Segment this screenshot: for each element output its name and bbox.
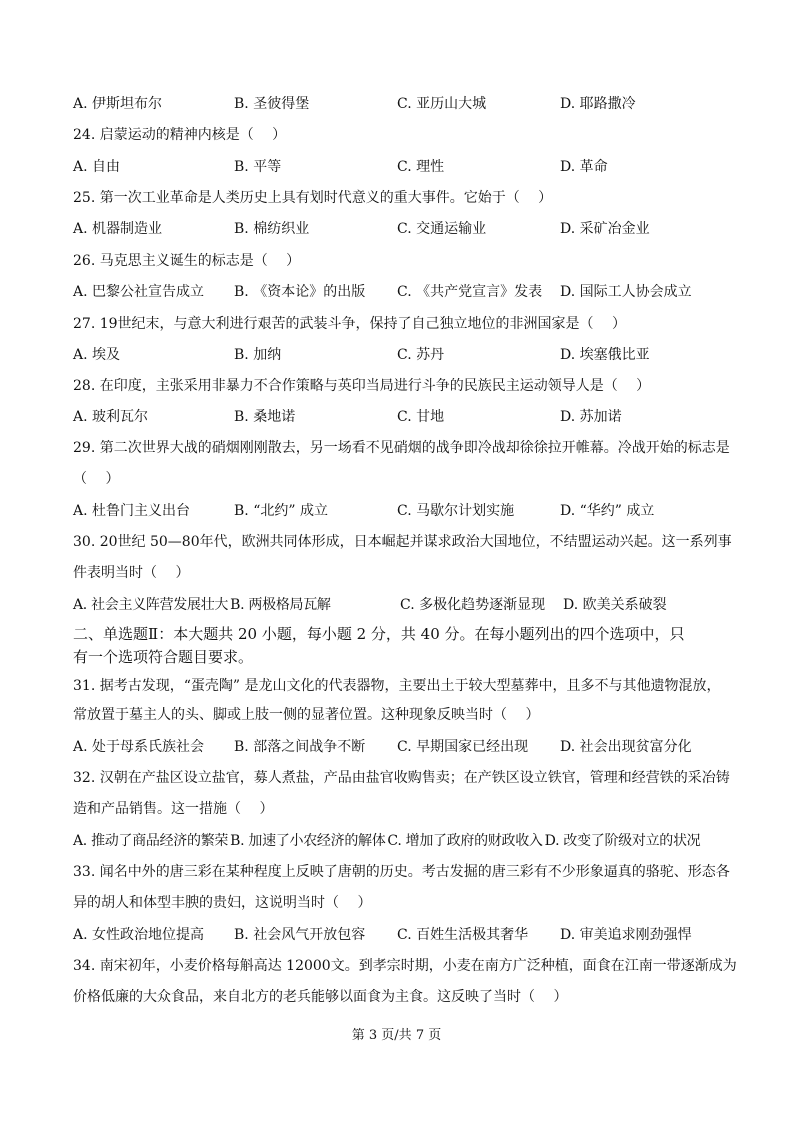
question-31-option-b: B. 部落之间战争不断	[234, 739, 366, 755]
question-32-options	[73, 832, 700, 850]
question-25-option-d: D. 采矿冶金业	[560, 221, 650, 237]
question-33-stem: 异的胡人和体型丰腴的贵妇，这说明当时（ ）	[73, 895, 372, 911]
question-30-option-b: B. 两极格局瓦解	[230, 597, 331, 613]
question-30-option-a: A. 社会主义阵营发展壮大	[73, 597, 229, 613]
question-26-option-b: B. 《资本论》的出版	[234, 284, 366, 300]
question-32-option-a: A. 推动了商品经济的繁荣	[73, 833, 229, 849]
question-26-stem: 26. 马克思主义诞生的标志是（ ）	[73, 253, 301, 269]
question-24-option-c: C. 理性	[397, 159, 445, 175]
question-33-option-a: A. 女性政治地位提高	[73, 927, 205, 943]
question-29-stem: 29. 第二次世界大战的硝烟刚刚散去，另一场看不见硝烟的战争即冷战却徐徐拉开帷幕。冷战开始的标志是	[73, 440, 730, 456]
question-24-option-b: B. 平等	[234, 159, 282, 175]
question-26-option-c: C. 《共产党宣言》发表	[397, 284, 543, 300]
question-29-stem: （ ）	[73, 471, 120, 487]
section-heading: 有一个选项符合题目要求。	[73, 648, 254, 666]
question-24-option-a: A. 自由	[73, 159, 121, 175]
question-31-option-a: A. 处于母系氏族社会	[73, 739, 205, 755]
page-footer: 第 3 页/共 7 页	[351, 1028, 442, 1043]
question-23-option-d: D. 耶路撒冷	[560, 96, 636, 112]
section-heading: 二、单选题Ⅱ：本大题共 20 小题，每小题 2 分，共 40 分。在每小题列出的四个选项中，只	[73, 625, 685, 643]
question-30-option-c: C. 多极化趋势逐渐显现	[400, 597, 546, 613]
question-33-option-b: B. 社会风气开放包容	[234, 927, 366, 943]
question-31-option-d: D. 社会出现贫富分化	[560, 739, 692, 755]
question-25-option-a: A. 机器制造业	[73, 221, 163, 237]
question-33-option-c: C. 百姓生活极其奢华	[397, 927, 529, 943]
question-24-option-d: D. 革命	[560, 159, 608, 175]
question-31-stem: 常放置于墓主人的头、脚或上肢一侧的显著位置。这种现象反映当时（ ）	[73, 707, 540, 723]
question-30-stem: 30. 20世纪 50—80年代，欧洲共同体形成，日本崛起并谋求政治大国地位，不结盟运动兴起。这一系列事	[73, 534, 732, 550]
question-23-option-c: C. 亚历山大城	[397, 96, 487, 112]
question-28-option-c: C. 甘地	[397, 409, 445, 425]
question-27-option-d: D. 埃塞俄比亚	[560, 347, 650, 363]
question-29-option-a: A. 杜鲁门主义出台	[73, 503, 191, 519]
question-34-stem: 价格低廉的大众食品，来自北方的老兵能够以面食为主食。这反映了当时（ ）	[73, 989, 568, 1005]
question-33-stem: 33. 闻名中外的唐三彩在某种程度上反映了唐朝的历史。考古发掘的唐三彩有不少形象逼真的骆驼、形态各	[73, 864, 730, 880]
question-24-stem: 24. 启蒙运动的精神内核是（ ）	[73, 127, 287, 143]
question-28-stem: 28. 在印度，主张采用非暴力不合作策略与英印当局进行斗争的民族民主运动领导人是（ ）	[73, 378, 651, 394]
question-26-option-a: A. 巴黎公社宣告成立	[73, 284, 205, 300]
question-27-option-a: A. 埃及	[73, 347, 121, 363]
question-23-option-a: A. 伊斯坦布尔	[73, 96, 163, 112]
question-34-stem: 34. 南宋初年，小麦价格每斛高达 12000文。到孝宗时期，小麦在南方广泛种植，面食在江南一带逐渐成为	[73, 958, 737, 974]
question-26-option-d: D. 国际工人协会成立	[560, 284, 692, 300]
question-30-options-ab	[73, 596, 331, 614]
question-30-stem: 件表明当时（ ）	[73, 565, 190, 581]
question-25-option-b: B. 棉纺织业	[234, 221, 310, 237]
question-32-stem: 造和产品销售。这一措施（ ）	[73, 801, 274, 817]
question-33-option-d: D. 审美追求刚劲强悍	[560, 927, 692, 943]
question-31-stem: 31. 据考古发现，“蛋壳陶” 是龙山文化的代表器物，主要出土于较大型墓葬中，且多不与其他遗物混放，	[73, 678, 721, 694]
question-23-option-b: B. 圣彼得堡	[234, 96, 310, 112]
question-32-option-b: B. 加速了小农经济的解体	[230, 833, 386, 849]
question-29-option-b: B. “北约” 成立	[234, 503, 328, 519]
question-25-option-c: C. 交通运输业	[397, 221, 487, 237]
question-30-option-d: D. 欧美关系破裂	[563, 597, 667, 613]
question-32-stem: 32. 汉朝在产盐区设立盐官，募人煮盐，产品由盐官收购售卖；在产铁区设立铁官，管理和经营铁的采冶铸	[73, 770, 730, 786]
question-31-option-c: C. 早期国家已经出现	[397, 739, 529, 755]
question-27-option-b: B. 加纳	[234, 347, 282, 363]
question-32-option-d: D. 改变了阶级对立的状况	[544, 833, 701, 849]
question-28-option-b: B. 桑地诺	[234, 409, 296, 425]
question-32-option-c: C. 增加了政府的财政收入	[387, 833, 543, 849]
question-27-stem: 27. 19世纪末，与意大利进行艰苦的武装斗争，保持了自己独立地位的非洲国家是（ ）	[73, 316, 626, 332]
question-28-option-d: D. 苏加诺	[560, 409, 622, 425]
question-29-option-d: D. “华约” 成立	[560, 503, 655, 519]
question-25-stem: 25. 第一次工业革命是人类历史上具有划时代意义的重大事件。它始于（ ）	[73, 190, 553, 206]
question-29-option-c: C. 马歇尔计划实施	[397, 503, 515, 519]
question-28-option-a: A. 玻利瓦尔	[73, 409, 149, 425]
question-27-option-c: C. 苏丹	[397, 347, 445, 363]
